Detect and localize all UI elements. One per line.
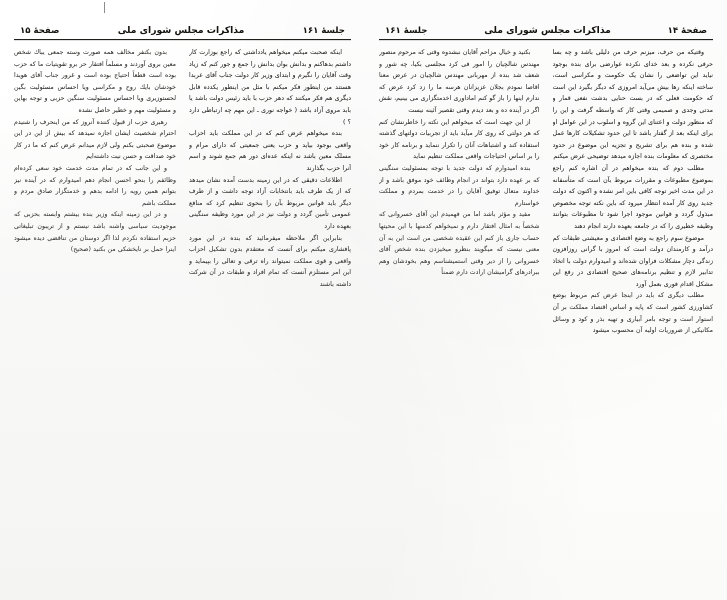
paragraph: بنابراین اگر ملاحظه میفرمائید که بنده در این مورد پافشاری میکنم برای آنست که معتقدم بدون تشکیل احزاب واقعی و قوی مملکت نمیتواند راه ترقی و تعالی را بپیماید و این امر مستلزم آنست که تمام افراد و طبقات در آن شرکت داشته باشند — [189, 234, 351, 288]
page-number-label-left: صفحهٔ ۱۵ — [20, 26, 60, 36]
publication-title-left: مذاکرات مجلس شورای ملی — [117, 25, 245, 36]
paragraph: بکنید و خیال مزاحم آقایان نبشدوه وقتی که مرحوم منصور مهندس شالچیان را امور فی کرد مجلسی بکیا، چه شور و شعف شد بنده از مهربانی مهندس شالچیان در عرض معنا اقاصا نمودم بجلان عزیزانان هرسه ما را زد کرد عرض که ندارم اینها را باز گو کنم اماداوری اخدمتگزاری می بینیم، نقش اگر در آینده ده و بعد دیدم وقتی تقصیر آئینه نیست — [379, 49, 540, 114]
column-left-inner — [189, 47, 351, 581]
page-left — [0, 0, 363, 600]
paragraph: بنده میخواهم عرض کنم که در این مملکت باید احزاب واقعی بوجود بیاید و حزب یعنی جمعیتی که دارای مرام و مسلک معین باشد نه اینکه عده‌ای دور هم جمع شوند و اسم آنرا حزب بگذارند — [189, 130, 351, 172]
paragraph: مفید و مؤثر باشد اما من فهمیدم این آقای خسروانی که شخصاً به امثال افتقار دارم و نمیخواهم کدمنها با این محیتها حساب جاری باز کنم این عقیده شخصی من است این به آن معنی نیست که میگویند بنظرو میخیزدن بنده شخص آقای خسروانی را از دیر وقتی استمیشناسم وهم بخودشان وهم ببرادرهای گرامیشان ارادت دارم ضمناً — [379, 211, 540, 277]
paragraph: اطلاعات دقیقی که در این زمینه بدست آمده نشان میدهد که از یک طرف باید بانتخابات آزاد توجه داشت و از طرف دیگر باید قوانین مربوط بآن را بنحوی تنظیم کرد که منافع عمومی تأمین گردد و دولت نیز در این مورد وظیفه سنگینی بعهده دارد — [189, 176, 351, 230]
page-number-label-right: صفحهٔ ۱۴ — [667, 26, 707, 36]
text-columns-left — [14, 47, 351, 581]
paragraph: از این جهت است که میخواهم این نکته را خاطرنشان کنم که هر دولتی که روی کار میآید باید از تجربیات دولتهای گذشته استفاده کند و اشتباهات آنان را تکرار ننماید و برنامه کار خود را بر اساس احتیاجات واقعی مملکت تنظیم نماید — [379, 118, 540, 161]
paragraph: بنده امیدوارم که دولت جدید با توجه بمسئولیت سنگینی که بر عهده دارد بتواند در انجام وظائف خود موفق باشد و از خداوند متعال توفیق آقایان را در خدمت بمردم و مملکت خواستارم — [379, 164, 540, 207]
text-columns-right — [379, 47, 713, 581]
column-right-inner — [553, 47, 714, 581]
running-head-right — [379, 22, 713, 39]
header-rule-left — [14, 39, 351, 40]
page-right — [363, 0, 727, 600]
paragraph: و این جانب که در تمام مدت خدمت خود سعی کرده‌ام وظائفم را بنحو احسن انجام دهم امیدوارم که در آینده نیز بتوانم همین رویه را ادامه بدهم و خدمتگزار صادق مردم و مملکت باشم — [14, 164, 176, 207]
paragraph: و در این زمینه اینکه وزیر بنده بیشتم وابسته بحزبی که موجودیت سیاسی واشنه باشد نیستم و از تریبون تبلیغاتی حزبم استفاده نکردم لذا اگر دوستان من تناقضی دیده میشود اینرا حمل بر نایخشکی من بکنید (صحیح) — [14, 211, 176, 254]
paragraph: رهبری حزب از قبول کننده آنروز که من اینحرف را شنیدم احترام شخصیت ایشان اجازه نمیدهد که بیش از این در این موضوع صحبتی بکنم ولی لازم میدانم عرض کنم که ما در کار خود صداقت و حسن نیت داشته‌ایم — [14, 118, 176, 161]
paragraph: اینکه صحبت میکنم میخواهم یادداشتی که راجع بوزارت کار داشتم بدهاکنم و بدانش بوان بدانش را جمع و جور کنم که زیاد وقت آقایان را نگیرم و ابتدای وزیر کار دولت جناب آقای عربدا هستند من اینطور فکر میکنم با مثل من اینطور یکدده قابل دیگری هم فکر میکنند که دهر حزب با باید رئیس دولت باشد یا بابد مروی آزاد باشد ( خواجه نوری ـ این مهم چه ارتباطی دارد ؟ ) — [189, 49, 351, 126]
paragraph: مطلب دوم که بنده میخواهم در آن اشاره کنم راجع بموضوع مطبوعات و مقررات مربوط بآن است که متأسفانه در این مدت اخیر توجه کافی باین امر نشده و اکنون که دولت جدید روی کار آمده انتظار میرود که باین نکته توجه مخصوص مبذول گردد و قوانین موجود اجرا شود تا مطبوعات بتوانند وظیفه خطیری را که در جامعه بعهده دارند انجام دهند — [552, 164, 713, 230]
column-left-outer — [14, 47, 176, 581]
publication-title-right: مذاکرات مجلس شورای ملی — [484, 25, 611, 36]
paragraph: بدون بکنفر مخالف همه صورت وسته جمعی یباك شخص معین بروی آوردند و مسلماً افتقار حر برو تقویتیات ما که حزب بوده است قطعاً احتیاج بوده است و غرور جناب آقای هویدا خودشان بایك روح و مکراسی ویا احساس مسئولیت بگین لحستوزیری ویا احساس مسئولیت سنگین حزبی و توجه بهاین و مسئولیت مهم و خطیر حاصل نشده — [14, 49, 176, 114]
session-number-label-right: جلسهٔ ۱۶۱ — [385, 26, 428, 36]
paragraph: مطلب دیگری که باید در اینجا عرض کنم مربوط بوضع کشاورزی کشور است که پایه و اساس اقتصاد مملکت بر آن استوار است و توجه بامر آبیاری و تهیه بذر و کود و وسائل مکانیکی از ضروریات اولیه آن محسوب میشود — [552, 292, 713, 335]
session-number-label-left: جلسهٔ ۱۶۱ — [302, 26, 345, 36]
running-head-left — [14, 22, 351, 39]
paragraph: موضوع سوم راجع به وضع اقتصادی و معیشتی طبقات کم درآمد و کارمندان دولت است که امروز با گرانی روزافزون زندگی دچار مشکلات فراوان شده‌اند و امیدوارم دولت با اتخاذ تدابیر لازم و تنظیم برنامه‌های صحیح اقتصادی در رفع این مشکل اقدام فوری بعمل آورد — [552, 234, 713, 288]
column-right-outer — [379, 47, 540, 581]
paragraph: وقتیکه من حرف، میزنم حرف من دلیلی باشد و چه بسا حرفی نکرده و بعد خدای نکرده عوارضی برای بنده بوجود نیاید این تواضعی را نشان یک حکومت و مکراسی است، ساخته اینکه رها بیش می‌آید امروزی که دیگر بگیرد این است که حکومت فعلی که در بست حنایی بدشت نفعی قمار و مدتی وجدی و صمیمی وقتی کار که واسطه گرفت و این را که منظور دولت و اعتنای این گروه و اسلوب در این عوامل او برای اینکه بعد از گفتار باشد تا این حدود تشکیلات کارها عمل شده و بنده هم برای تشریح و تجزیه این موضوع در حدود مختصری که معلومات بنده اجازه میدهد توضیحی عرض میکنم — [552, 49, 713, 161]
header-rule-right — [379, 39, 713, 40]
